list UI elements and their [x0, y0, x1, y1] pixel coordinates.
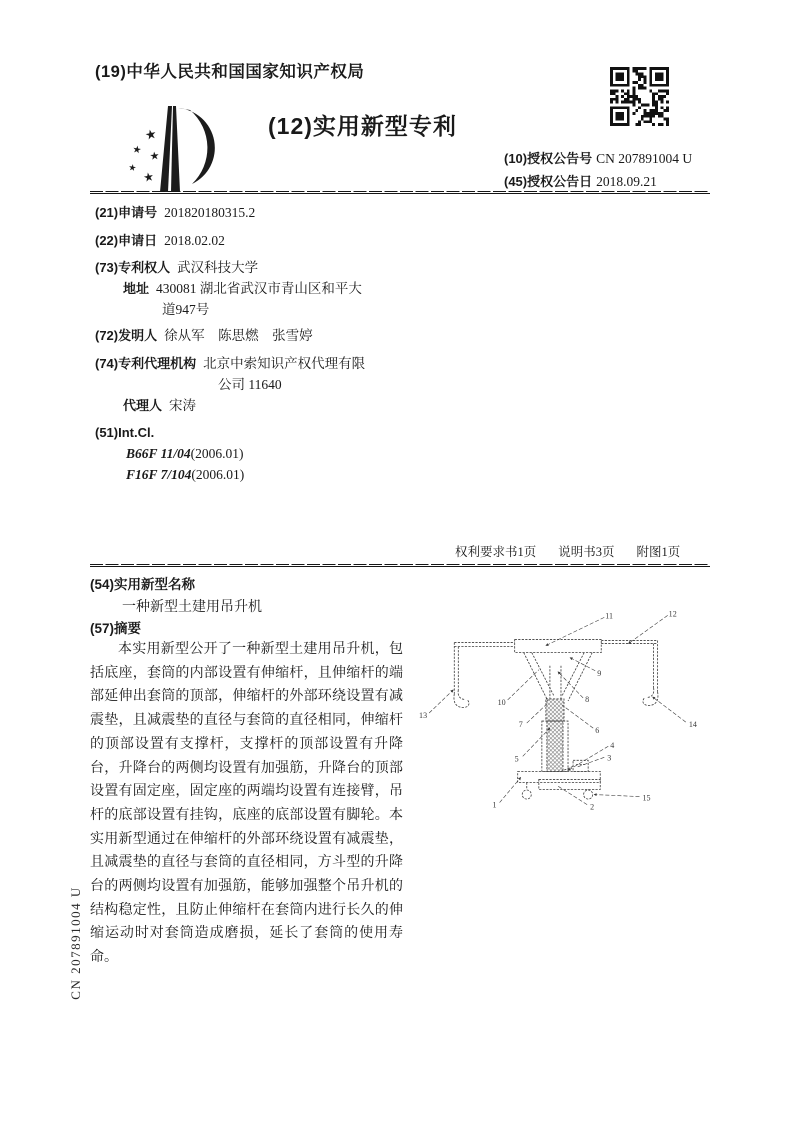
publication-number-label: (10)授权公告号: [504, 151, 593, 166]
document-type-title: (12)实用新型专利: [268, 113, 457, 139]
svg-text:★: ★: [127, 162, 138, 174]
publication-date-value: 2018.09.21: [596, 174, 657, 189]
svg-text:★: ★: [131, 144, 143, 157]
cnipa-logo: [116, 94, 226, 202]
fig-label-2: 2: [590, 802, 595, 812]
intcl-row: [95, 425, 154, 441]
patentee-label: (73)专利权人: [95, 260, 171, 275]
description-pages: 说明书3页: [558, 545, 615, 559]
telescopic-column: [542, 699, 568, 771]
inventors-value: 徐从军 陈思燃 张雪婷: [164, 328, 313, 343]
ipc-row-2: [126, 467, 244, 483]
agency-value-2: 公司 11640: [218, 377, 282, 392]
address-row-2: [162, 298, 209, 318]
fig-label-3: 3: [607, 753, 612, 763]
agent-label: 代理人: [123, 398, 163, 413]
fig-label-6: 6: [595, 726, 600, 736]
fig-label-10: 10: [497, 697, 506, 707]
fig-label-8: 8: [585, 694, 590, 704]
fig-label-5: 5: [514, 754, 519, 764]
fig-label-15: 15: [642, 793, 651, 803]
agency-row: [95, 352, 365, 372]
side-publication-code: CN 207891004 U: [68, 886, 83, 1000]
agent-value: 宋涛: [169, 398, 197, 413]
agency-row-2: [218, 373, 282, 393]
fig-label-4: 4: [610, 741, 615, 751]
fig-label-7: 7: [518, 720, 523, 730]
application-date-value: 2018.02.02: [164, 233, 225, 248]
qr-code: [610, 67, 669, 126]
patentee-row: [95, 256, 258, 276]
ipc-year-2: (2006.01): [191, 467, 245, 482]
svg-text:★: ★: [143, 125, 159, 143]
svg-text:★: ★: [142, 169, 156, 185]
application-date-row: [95, 230, 225, 249]
invention-title: 一种新型土建用吊升机: [122, 600, 262, 615]
address-row: [123, 277, 362, 297]
logo-mark: [128, 106, 215, 192]
document-pages-info: [455, 542, 680, 560]
ipc-row-1: [126, 446, 244, 462]
fig-label-12: 12: [668, 609, 677, 619]
application-number-value: 201820180315.2: [164, 205, 256, 220]
application-number-label: (21)申请号: [95, 205, 158, 220]
ipc-code-2: F16F 7/104: [126, 467, 192, 482]
abstract-section-label: (57)摘要: [90, 621, 142, 636]
patent-drawing: [410, 593, 717, 825]
address-value-2: 道947号: [162, 302, 210, 317]
agency-label: (74)专利代理机构: [95, 356, 197, 371]
drawings-pages: 附图1页: [636, 545, 681, 559]
publication-number-value: CN 207891004 U: [596, 151, 693, 166]
address-label: 地址: [123, 281, 150, 296]
ipc-code-1: B66F 11/04: [126, 446, 191, 461]
patentee-value: 武汉科技大学: [177, 260, 259, 275]
inventors-row: [95, 324, 313, 344]
header-divider: [90, 191, 710, 194]
address-value: 430081 湖北省武汉市青山区和平大: [156, 281, 362, 296]
title-section-label: (54)实用新型名称: [90, 577, 196, 592]
agency-value: 北京中索知识产权代理有限: [203, 356, 366, 371]
claims-pages: 权利要求书1页: [455, 545, 537, 559]
application-number-row: [95, 202, 255, 221]
publication-date-row: [504, 171, 657, 190]
fig-label-1: 1: [492, 800, 497, 810]
fig-label-11: 11: [605, 611, 614, 621]
fig-label-13: 13: [419, 711, 428, 721]
inventors-label: (72)发明人: [95, 328, 158, 343]
publication-date-label: (45)授权公告日: [504, 174, 593, 189]
intcl-label: (51)Int.Cl.: [95, 425, 155, 440]
patent-office-line: (19)中华人民共和国国家知识产权局: [95, 63, 365, 81]
abstract-text: 本实用新型公开了一种新型土建用吊升机，包括底座，套筒的内部设置有伸缩杆，且伸缩杆的端部延伸出套筒的顶部，伸缩杆的外部环绕设置有减震垫，且减震垫的直径与套筒的直径相同，伸缩杆的顶部设置有支撑杆，支撑杆的顶部设置有升降台，升降台的两侧均设置有加强筋，升降台的顶部设置有固定座，固定座的两端均设置有连接臂，吊杆的底部设置有挂钩，底座的底部设置有脚轮。本实用新型通过在伸缩杆的外部环绕设置有减震垫，且减震垫的直径与套筒的直径相同，方斗型的升降台的两侧均设置有加强筋，能够加强整个吊升机的结构稳定性，且防止伸缩杆在套筒内进行长久的伸缩运动时对套筒造成磨损，延长了套筒的使用寿命。: [90, 642, 403, 966]
fig-label-9: 9: [597, 668, 602, 678]
publication-number-row: [504, 148, 692, 167]
ipc-year-1: (2006.01): [190, 446, 244, 461]
fig-label-14: 14: [688, 720, 697, 730]
body-divider: [90, 564, 710, 567]
svg-text:★: ★: [149, 150, 161, 163]
application-date-label: (22)申请日: [95, 233, 158, 248]
agent-row: [123, 394, 196, 414]
